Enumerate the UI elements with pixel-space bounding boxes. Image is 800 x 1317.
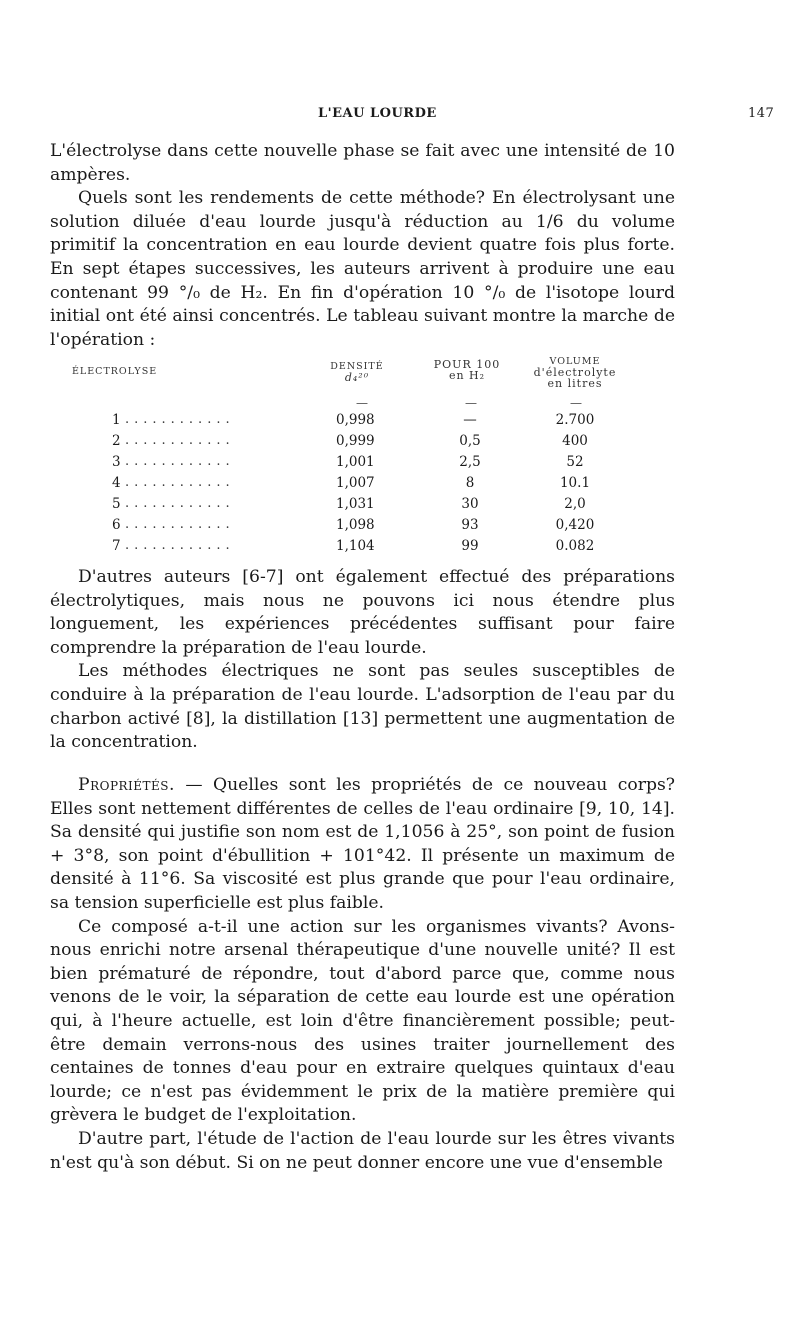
table-row: 4 ............ 1,007 8 10.1	[112, 475, 591, 491]
intro-block	[50, 140, 675, 352]
running-title: L'EAU LOURDE	[318, 106, 437, 121]
header-rule: —	[570, 396, 582, 410]
paragraph: Propriétés. — Quelles sont les propriétés de ce nouveau corps? Elles sont nettement différentes de celles de l'eau ordinaire [9, 10, 14]. Sa densité qui justifie son nom est de 1,1056 à 25°, son point de fusion + 3°8, son point d'ébullition + 101°42. Il présente un maximum de densité à 11°6. Sa viscosité est plus grande que pour l'eau ordinaire, sa tension superficielle est plus faible.	[50, 775, 675, 913]
after-table-block	[50, 566, 675, 755]
header-rule: —	[356, 396, 368, 410]
section-heading: Propriétés.	[78, 775, 175, 795]
paragraph: Quels sont les rendements de cette méthode? En électrolysant une solution diluée d'eau lourde jusqu'à réduction au 1/6 du volume primitif la concentration en eau lourde devient quatre fois plus forte. En sept étapes successives, les auteurs arrivent à produire une eau contenant 99 °/₀ de H₂. En fin d'opération 10 °/₀ de l'isotope lourd initial ont été ainsi concentrés. Le tableau suivant montre la marche de l'opération :	[50, 188, 675, 350]
table-row: 6 ............ 1,098 93 0,420	[112, 517, 595, 533]
electrolysis-table	[50, 356, 690, 556]
properties-block	[50, 774, 675, 1175]
table-row: 1 ............ 0,998 — 2.700	[112, 412, 595, 428]
col-header-density: DENSITÉ d₄²⁰	[330, 361, 384, 384]
col-header-volume: VOLUME d'électrolyte en litres	[533, 356, 617, 390]
col-header-pour100: POUR 100 en H₂	[433, 358, 501, 382]
header-rule: —	[465, 396, 477, 410]
paragraph: D'autre part, l'étude de l'action de l'eau lourde sur les êtres vivants n'est qu'à son début. Si on ne peut donner encore une vue d'ensemble	[50, 1128, 675, 1173]
page-number: 147	[748, 106, 775, 121]
table-row: 7 ............ 1,104 99 0.082	[112, 538, 595, 554]
running-head	[0, 106, 800, 126]
table-row: 2 ............ 0,999 0,5 400	[112, 433, 588, 449]
table-row: 5 ............ 1,031 30 2,0	[112, 496, 586, 512]
paragraph: D'autres auteurs [6-7] ont également effectué des préparations électrolytiques, mais nous ne pouvons ici nous étendre plus longuement, les expériences précédentes suffisant pour faire comprendre la préparation de l'eau lourde.	[50, 567, 675, 658]
paragraph: Les méthodes électriques ne sont pas seules susceptibles de conduire à la préparation de l'eau lourde. L'adsorption de l'eau par du charbon activé [8], la distillation [13] permettent une augmentation de la concentration.	[50, 661, 675, 753]
col-header-electrolyse: ÉLECTROLYSE	[72, 366, 158, 377]
table-row: 3 ............ 1,001 2,5 52	[112, 454, 584, 470]
paragraph: L'électrolyse dans cette nouvelle phase se fait avec une intensité de 10 ampères.	[50, 141, 675, 185]
paragraph: Ce composé a-t-il une action sur les organismes vivants? Avons-nous enrichi notre arsenal thérapeutique d'une nouvelle unité? Il est bien prématuré de répondre, tout d'abord parce que, comme nous venons de le voir, la séparation de cette eau lourde est une opération qui, à l'heure actuelle, est loin d'être financièrement possible; peut-être demain verrons-nous des usines traiter journellement des centaines de tonnes d'eau pour en extraire quelques quintaux d'eau lourde; ce n'est pas évidemment le prix de la matière première qui grèvera le budget de l'exploitation.	[50, 916, 675, 1126]
